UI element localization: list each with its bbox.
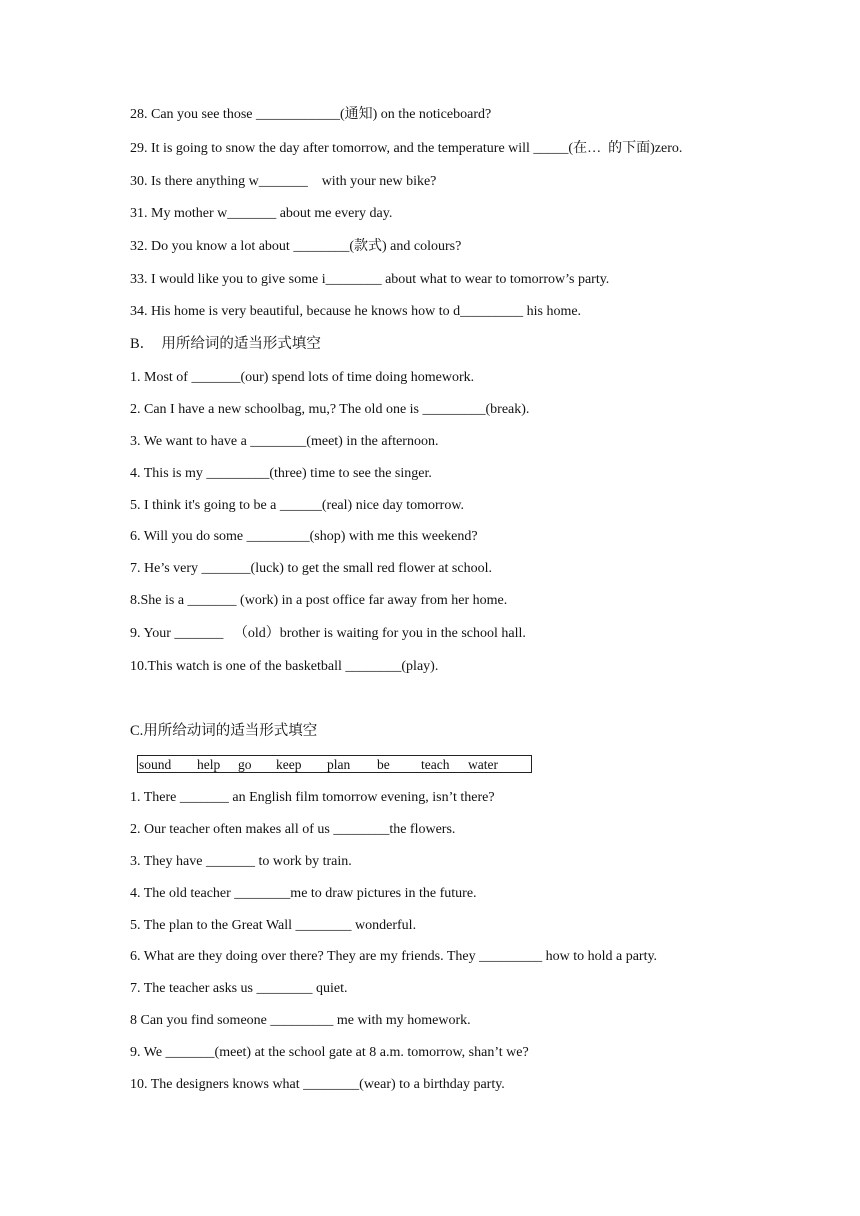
word-bank-word: keep bbox=[276, 757, 302, 772]
section-b-question-2: 2. Can I have a new schoolbag, mu,? The old one is _________(break). bbox=[130, 402, 530, 417]
section-b-question-6: 6. Will you do some _________(shop) with me this weekend? bbox=[130, 529, 478, 544]
section-b-question-9: 9. Your _______ （old）brother is waiting for you in the school hall. bbox=[130, 626, 526, 641]
question-33: 33. I would like you to give some i________ about what to wear to tomorrow’s party. bbox=[130, 272, 610, 287]
word-bank-word: go bbox=[238, 757, 252, 772]
section-c-question-9: 9. We _______(meet) at the school gate at 8 a.m. tomorrow, shan’t we? bbox=[130, 1045, 529, 1060]
question-31: 31. My mother w_______ about me every day. bbox=[130, 206, 393, 221]
section-b-question-1: 1. Most of _______(our) spend lots of time doing homework. bbox=[130, 370, 475, 385]
section-b-question-3: 3. We want to have a ________(meet) in the afternoon. bbox=[130, 434, 439, 449]
section-b-question-4: 4. This is my _________(three) time to see the singer. bbox=[130, 466, 432, 481]
word-bank-word: help bbox=[197, 757, 221, 772]
section-c-question-1: 1. There _______ an English film tomorrow evening, isn’t there? bbox=[130, 790, 495, 805]
question-29: 29. It is going to snow the day after tomorrow, and the temperature will _____(在… 的下面)zero. bbox=[130, 141, 683, 156]
word-bank-word: sound bbox=[139, 757, 172, 772]
word-bank-word: teach bbox=[421, 757, 450, 772]
word-bank-word: plan bbox=[327, 757, 351, 772]
section-b-question-5: 5. I think it's going to be a ______(real) nice day tomorrow. bbox=[130, 498, 465, 513]
question-28: 28. Can you see those ____________(通知) on the noticeboard? bbox=[130, 107, 492, 122]
question-34: 34. His home is very beautiful, because he knows how to d_________ his home. bbox=[130, 304, 582, 319]
section-c-question-2: 2. Our teacher often makes all of us ________the flowers. bbox=[130, 822, 456, 837]
section-c-heading: C.用所给动词的适当形式填空 bbox=[130, 723, 318, 739]
section-b-question-7: 7. He’s very _______(luck) to get the small red flower at school. bbox=[130, 561, 492, 576]
section-c-question-3: 3. They have _______ to work by train. bbox=[130, 854, 352, 869]
question-32: 32. Do you know a lot about ________(款式) and colours? bbox=[130, 239, 462, 254]
word-bank-box bbox=[137, 755, 532, 773]
question-30: 30. Is there anything w_______ with your new bike? bbox=[130, 174, 437, 189]
section-c-question-8: 8 Can you find someone _________ me with my homework. bbox=[130, 1013, 471, 1028]
section-c-question-7: 7. The teacher asks us ________ quiet. bbox=[130, 981, 348, 996]
section-c-question-6: 6. What are they doing over there? They are my friends. They _________ how to hold a party. bbox=[130, 949, 658, 964]
section-c-question-5: 5. The plan to the Great Wall ________ wonderful. bbox=[130, 918, 417, 933]
word-bank-word: be bbox=[377, 757, 390, 772]
section-b-heading: B． 用所给词的适当形式填空 bbox=[130, 336, 321, 352]
section-b-question-10: 10.This watch is one of the basketball ________(play). bbox=[130, 659, 439, 674]
section-c-question-4: 4. The old teacher ________me to draw pictures in the future. bbox=[130, 886, 477, 901]
word-bank-word: water bbox=[468, 757, 498, 772]
section-b-question-8: 8.She is a _______ (work) in a post office far away from her home. bbox=[130, 593, 508, 608]
section-c-question-10: 10. The designers knows what ________(wear) to a birthday party. bbox=[130, 1077, 505, 1092]
